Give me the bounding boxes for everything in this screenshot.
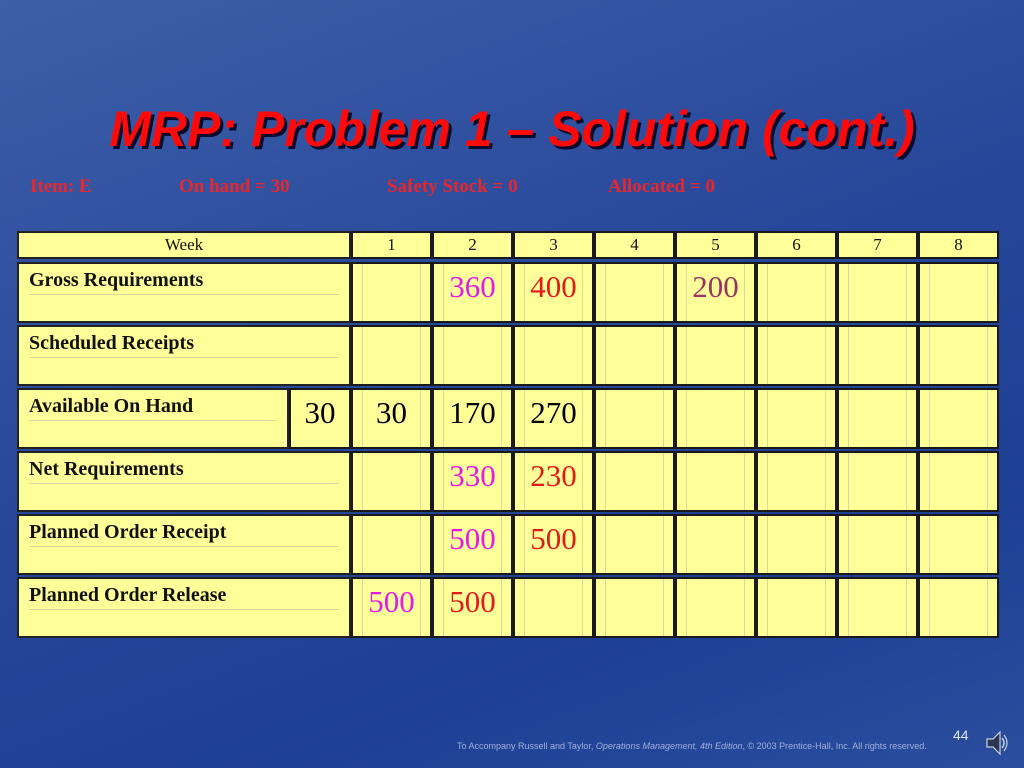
row-label-rule — [29, 609, 339, 610]
table-cell — [756, 262, 837, 323]
cell-inner-frame — [929, 516, 988, 573]
week-number: 4 — [630, 235, 639, 254]
cell-inner-frame — [848, 453, 907, 510]
cell-inner-frame — [848, 516, 907, 573]
table-cell — [513, 577, 594, 638]
week-2-header — [432, 231, 513, 259]
cell-inner-frame — [686, 579, 745, 636]
table-cell — [675, 514, 756, 575]
row-label-rule — [29, 357, 339, 358]
info-item: Item: E — [30, 176, 92, 197]
page-number: 44 — [953, 727, 969, 743]
table-cell — [675, 451, 756, 512]
info-safety-stock: Safety Stock = 0 — [387, 176, 518, 197]
cell-inner-frame — [929, 579, 988, 636]
slide-title: MRP: Problem 1 – Solution (cont.) — [109, 101, 915, 157]
row-label-cell — [17, 451, 351, 512]
week-number: 2 — [468, 235, 477, 254]
table-cell — [918, 577, 999, 638]
row-label-rule — [29, 546, 339, 547]
table-cell — [837, 262, 918, 323]
cell-inner-frame — [767, 516, 826, 573]
cell-inner-frame — [605, 516, 664, 573]
table-cell — [918, 451, 999, 512]
cell-value: 400 — [530, 269, 577, 304]
table-cell — [837, 325, 918, 386]
table-cell — [594, 388, 675, 449]
week-4-header — [594, 231, 675, 259]
table-cell — [675, 577, 756, 638]
row-label: Net Requirements — [29, 458, 184, 480]
table-cell — [918, 388, 999, 449]
cell-inner-frame — [929, 390, 988, 447]
table-cell — [594, 451, 675, 512]
week-number: 5 — [711, 235, 720, 254]
cell-inner-frame — [362, 453, 421, 510]
cell-inner-frame — [848, 390, 907, 447]
cell-inner-frame — [362, 264, 421, 321]
week-7-header — [837, 231, 918, 259]
table-cell — [756, 577, 837, 638]
table-cell — [351, 451, 432, 512]
table-cell — [513, 262, 594, 323]
cell-value: 230 — [530, 458, 577, 493]
cell-inner-frame — [686, 453, 745, 510]
cell-inner-frame — [524, 579, 583, 636]
row-label-rule — [29, 420, 277, 421]
cell-inner-frame — [767, 390, 826, 447]
cell-inner-frame — [929, 453, 988, 510]
week-5-header — [675, 231, 756, 259]
table-cell — [675, 262, 756, 323]
table-cell — [432, 388, 513, 449]
table-cell — [432, 262, 513, 323]
table-cell — [351, 325, 432, 386]
row-label-cell — [17, 325, 351, 386]
cell-inner-frame — [362, 327, 421, 384]
cell-value: 500 — [368, 584, 415, 619]
cell-inner-frame — [686, 390, 745, 447]
cell-value: 200 — [692, 269, 739, 304]
cell-inner-frame — [848, 579, 907, 636]
cell-inner-frame — [605, 327, 664, 384]
row-label-rule — [29, 483, 339, 484]
cell-value: 270 — [530, 395, 577, 430]
cell-inner-frame — [929, 264, 988, 321]
table-cell — [837, 451, 918, 512]
cell-inner-frame — [848, 327, 907, 384]
footer-credit — [457, 741, 927, 751]
info-on-hand: On hand = 30 — [179, 176, 290, 197]
cell-inner-frame — [848, 264, 907, 321]
row-label: Scheduled Receipts — [29, 332, 194, 354]
week-header-label: Week — [164, 235, 204, 254]
cell-inner-frame — [605, 579, 664, 636]
table-cell — [594, 325, 675, 386]
row-label: Planned Order Release — [29, 584, 227, 606]
initial-on-hand-cell — [289, 388, 351, 449]
table-cell — [432, 514, 513, 575]
table-cell — [513, 325, 594, 386]
week-8-header — [918, 231, 999, 259]
week-number: 8 — [954, 235, 963, 254]
table-cell — [837, 514, 918, 575]
cell-inner-frame — [605, 390, 664, 447]
speaker-icon[interactable] — [985, 728, 1009, 758]
table-cell — [513, 388, 594, 449]
cell-value: 30 — [376, 395, 407, 430]
table-cell — [756, 325, 837, 386]
cell-inner-frame — [767, 579, 826, 636]
cell-inner-frame — [767, 453, 826, 510]
table-cell — [918, 262, 999, 323]
cell-inner-frame — [605, 264, 664, 321]
row-label-cell — [17, 514, 351, 575]
table-cell — [918, 325, 999, 386]
table-cell — [918, 514, 999, 575]
footer-prefix: To Accompany Russell and Taylor, — [457, 741, 596, 751]
row-label-cell — [17, 388, 289, 449]
cell-value: 500 — [449, 521, 496, 556]
cell-inner-frame — [524, 327, 583, 384]
table-cell — [675, 325, 756, 386]
table-cell — [756, 451, 837, 512]
table-cell — [351, 388, 432, 449]
table-cell — [432, 577, 513, 638]
cell-inner-frame — [362, 516, 421, 573]
table-cell — [756, 388, 837, 449]
table-cell — [837, 577, 918, 638]
week-number: 1 — [387, 235, 396, 254]
footer-book: Operations Management, 4th Edition — [595, 741, 743, 751]
cell-inner-frame — [605, 453, 664, 510]
cell-inner-frame — [443, 327, 502, 384]
table-cell — [756, 514, 837, 575]
table-cell — [351, 262, 432, 323]
table-cell — [594, 514, 675, 575]
week-3-header — [513, 231, 594, 259]
week-number: 7 — [873, 235, 882, 254]
cell-inner-frame — [767, 264, 826, 321]
info-allocated: Allocated = 0 — [608, 176, 715, 197]
cell-value: 330 — [449, 458, 496, 493]
week-1-header — [351, 231, 432, 259]
row-label: Gross Requirements — [29, 269, 204, 291]
cell-value: 170 — [449, 395, 496, 430]
table-cell — [513, 514, 594, 575]
table-cell — [594, 262, 675, 323]
table-cell — [432, 325, 513, 386]
table-cell — [675, 388, 756, 449]
table-cell — [594, 577, 675, 638]
week-number: 6 — [792, 235, 801, 254]
week-header-cell — [17, 231, 351, 259]
row-label-cell — [17, 262, 351, 323]
row-label: Available On Hand — [29, 395, 194, 417]
cell-inner-frame — [686, 516, 745, 573]
row-label-rule — [29, 294, 339, 295]
footer-suffix: , © 2003 Prentice-Hall, Inc. All rights reserved. — [742, 741, 927, 751]
initial-on-hand-value: 30 — [304, 395, 336, 430]
table-cell — [513, 451, 594, 512]
table-cell — [432, 451, 513, 512]
cell-value: 360 — [449, 269, 496, 304]
cell-value: 500 — [449, 584, 496, 619]
cell-inner-frame — [686, 327, 745, 384]
row-label-cell — [17, 577, 351, 638]
table-cell — [351, 514, 432, 575]
cell-inner-frame — [929, 327, 988, 384]
week-6-header — [756, 231, 837, 259]
week-number: 3 — [549, 235, 558, 254]
table-cell — [837, 388, 918, 449]
row-label: Planned Order Receipt — [29, 521, 227, 543]
table-cell — [351, 577, 432, 638]
cell-inner-frame — [767, 327, 826, 384]
cell-value: 500 — [530, 521, 577, 556]
